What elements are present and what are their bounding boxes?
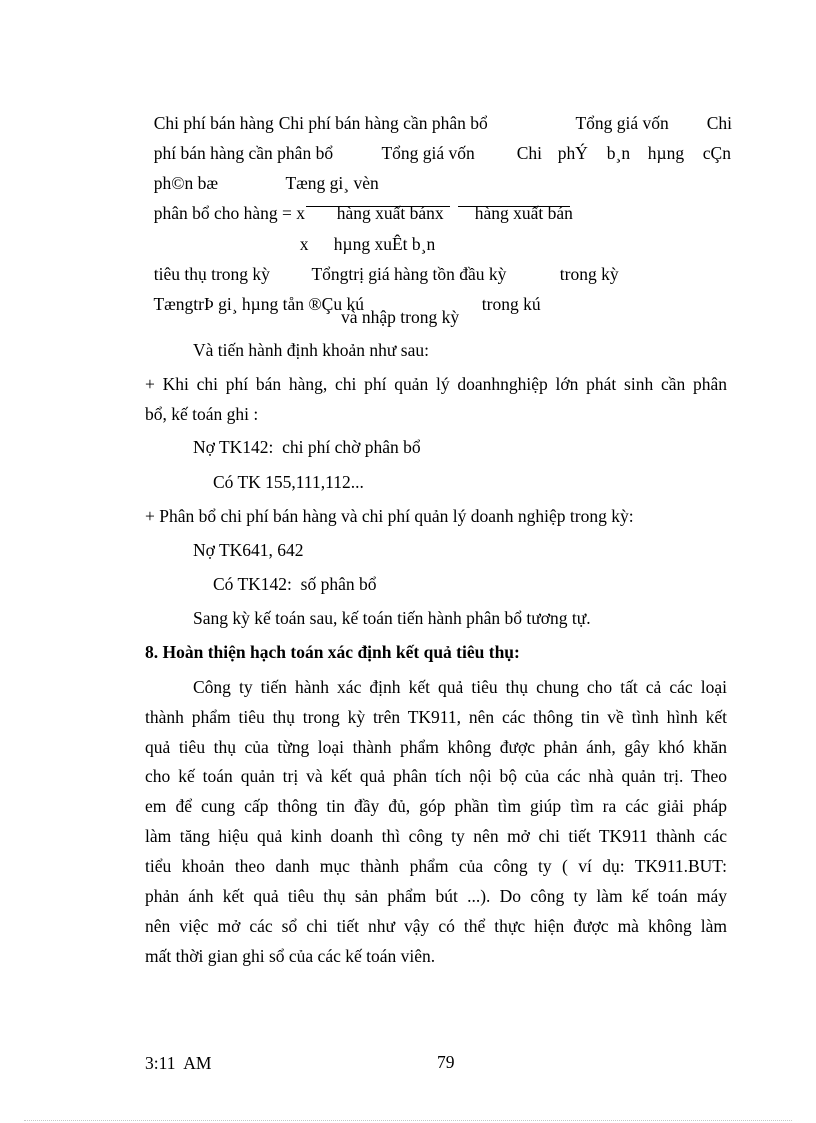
text: b¸n [606,142,631,163]
formula-line-6c [551,248,619,283]
formula-line-7 [145,278,364,313]
formula-line-8: và nhập trong kỳ [341,307,460,327]
text: hàng xuất bán [474,202,573,223]
text: phân bổ cho hàng = x [153,202,306,223]
text: phÝ [557,142,588,163]
text: Chi phí bán hàng [153,112,274,133]
text: Chi [516,142,543,163]
formula-line-2g [694,127,731,162]
text: tiêu thụ trong kỳ [153,263,270,284]
section-8-line: thành phẩm tiêu thụ trong kỳ trên TK911, nên các thông tin về tình hình kết [145,707,727,727]
formula-line-2c [508,127,542,162]
formula-line-2f [639,127,684,162]
text: cÇn [702,142,731,163]
formula-line-2b [373,127,475,162]
text: Tổngtrị giá hàng tồn đầu kỳ [311,263,507,284]
text: ph©n bæ [153,172,219,193]
text: Chi [706,112,733,133]
footer-time: 3:11 AM [145,1053,212,1073]
fraction-bar-right [458,206,570,207]
intro-text: Và tiến hành định khoản như sau: [193,340,429,360]
text: Tổng giá vốn [575,112,669,133]
section-8-line: cho kế toán quản trị và kết quả phân tích nội bộ của các nhà quản trị. Theo [145,766,727,786]
text: hµng xuÊt b¸n [333,233,436,254]
formula-line-4 [145,187,305,222]
section-8-line: tiểu khoản theo danh mục thành phẩm của công ty ( ví dụ: TK911.BUT: [145,856,727,876]
paragraph-2: + Phân bổ chi phí bán hàng và chi phí quản lý doanh nghiệp trong kỳ: [145,506,634,526]
text: Tæng gi¸ vèn [285,172,379,193]
fraction-bar-left [306,206,450,207]
formula-line-2d [549,127,588,162]
formula-line-4b [328,187,444,222]
text: x [299,233,309,254]
formula-line-2e [598,127,630,162]
text: trong kỳ [559,263,619,284]
text: hàng xuất bánx [336,202,444,223]
text: phí bán hàng cần phân bổ [153,142,334,163]
paragraph-1-line-2: bổ, kế toán ghi : [145,404,259,424]
section-8-line: nên việc mở các sổ chi tiết như vậy có thể thực hiện được mà không làm [145,916,727,936]
page-number: 79 [437,1052,455,1072]
text: Tổng giá vốn [381,142,475,163]
entry-1-debit: Nợ TK142: chi phí chờ phân bổ [193,437,421,457]
section-8-line: quả tiêu thụ của từng loại thành phẩm không được phản ánh, gây khó khăn [145,737,727,757]
text: hµng [647,142,685,163]
text: Chi phí bán hàng cần phân bổ [278,112,488,133]
text: trong kú [481,293,541,314]
entry-1-credit: Có TK 155,111,112... [213,472,364,492]
text: + Khi chi phí bán hàng, chi phí quản lý doanhnghiệp lớn phát sinh cần phân [145,374,727,394]
section-8-line: phản ánh kết quả tiêu thụ sản phẩm bút ...). Do công ty làm kế toán máy [145,886,727,906]
formula-line-4c [466,187,573,222]
section-8-line: làm tăng hiệu quả kinh doanh thì công ty nên mở chi tiết TK911 thành các [145,826,727,846]
text: TængtrÞ gi¸ hµng tån ®Çu kú [153,293,364,314]
section-8-heading: 8. Hoàn thiện hạch toán xác định kết quả tiêu thụ: [145,642,520,662]
section-8-line: Công ty tiến hành xác định kết quả tiêu thụ chung cho tất cả các loại [193,677,727,697]
entry-2-debit: Nợ TK641, 642 [193,540,304,560]
paragraph-1-line-1 [145,376,727,394]
section-8-line: em để cung cấp thông tin đầy đủ, góp phần tìm giúp tìm ra các giải pháp [145,796,727,816]
formula-line-7b [473,278,541,313]
closing-text: Sang kỳ kế toán sau, kế toán tiến hành phân bổ tương tự. [193,608,591,628]
page-break-line [24,1120,792,1121]
entry-2-credit: Có TK142: số phân bổ [213,574,377,594]
section-8-line: mất thời gian ghi sổ của các kế toán viên. [145,946,436,966]
